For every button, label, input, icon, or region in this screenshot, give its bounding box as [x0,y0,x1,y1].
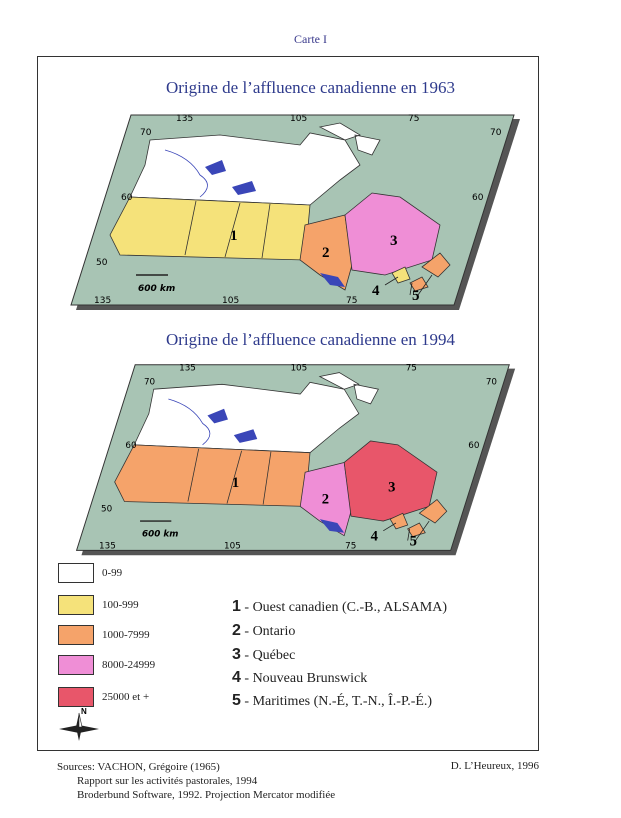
legend-item [58,625,258,647]
legend-label: 8000-24999 [102,659,156,671]
region-number: 4 [232,669,241,686]
grid-label-left: 60 [125,440,137,451]
grid-label-top: 75 [405,363,417,374]
map-title-1994: Origine de l’affluence canadienne en 1994 [165,330,456,349]
region-number: 3 [232,646,241,663]
map-1963 [0,105,621,320]
compass-north-label: N [81,707,87,716]
grid-label-bottom: 105 [222,296,240,306]
grid-label-top: 135 [179,363,196,374]
grid-label-bottom: 75 [345,541,357,552]
grid-label-top: 135 [176,114,194,124]
author-credit: D. L’Heureux, 1996 [450,760,539,772]
grid-label-bottom: 75 [346,296,358,306]
card-title: Carte I [294,32,327,46]
region-number: 1 [232,598,241,615]
source-line: Rapport sur les activités pastorales, 1994 [77,775,258,787]
region-name: - Maritimes (N.-É, T.-N., Î.-P.-É.) [240,694,433,709]
legend-swatch [58,625,94,645]
scale-label: 600 km [142,529,179,540]
region-item [232,669,367,687]
map-1994 [0,355,621,565]
legend-item [58,655,258,677]
grid-label-left: 50 [100,504,113,515]
scale-label: 600 km [138,284,176,294]
region-name: - Nouveau Brunswick [240,671,368,686]
source-line: Broderbund Software, 1992. Projection Mercator modifiée [77,789,336,801]
grid-label-left: 70 [143,377,156,388]
region-number-label: 2 [322,245,330,261]
region-number-label: 4 [372,283,380,299]
region-item [232,622,295,640]
grid-label-right: 70 [485,377,498,388]
legend-swatch [58,563,94,583]
grid-label-top: 105 [290,114,308,124]
source-line: Sources: VACHON, Grégoire (1965) [57,761,220,773]
legend-label: 0-99 [102,567,123,579]
region-number-label: 5 [412,288,420,304]
sources [57,760,335,802]
grid-label-top: 75 [408,114,420,124]
region-item [232,646,295,664]
grid-label-bottom: 135 [94,296,112,306]
grid-label-left: 60 [121,193,133,203]
region-name: - Québec [240,648,296,663]
region-number-label: 5 [409,533,417,550]
grid-label-right: 60 [468,440,480,451]
region-number: 5 [232,692,241,709]
region-item [232,598,447,616]
legend-swatch [58,687,94,707]
region-item [232,692,432,710]
legend-item [58,595,258,617]
grid-label-left: 50 [96,258,108,268]
map-title-1963: Origine de l’affluence canadienne en 1963 [165,78,456,97]
legend-item [58,563,258,585]
region-number-label: 3 [388,479,396,496]
region-number: 2 [232,622,241,639]
region-west [115,445,310,507]
region-name: - Ontario [240,624,296,639]
region-west [110,197,310,260]
region-number-label: 3 [390,233,398,249]
legend-swatch [58,655,94,675]
grid-label-left: 70 [140,128,152,138]
legend-swatch [58,595,94,615]
legend-label: 1000-7999 [102,629,150,641]
compass-icon [56,707,102,747]
region-number-label: 4 [370,528,378,545]
grid-label-right: 60 [472,193,484,203]
legend-label: 100-999 [102,599,139,611]
region-number-label: 1 [230,228,238,244]
region-number-label: 2 [321,491,330,508]
legend-label: 25000 et + [102,691,150,703]
grid-label-top: 105 [290,363,308,374]
legend-item [58,687,258,709]
grid-label-bottom: 105 [224,541,241,552]
grid-label-bottom: 135 [99,541,116,552]
region-name: - Ouest canadien (C.-B., ALSAMA) [240,600,447,615]
grid-label-right: 70 [490,128,502,138]
region-number-label: 1 [231,474,240,491]
